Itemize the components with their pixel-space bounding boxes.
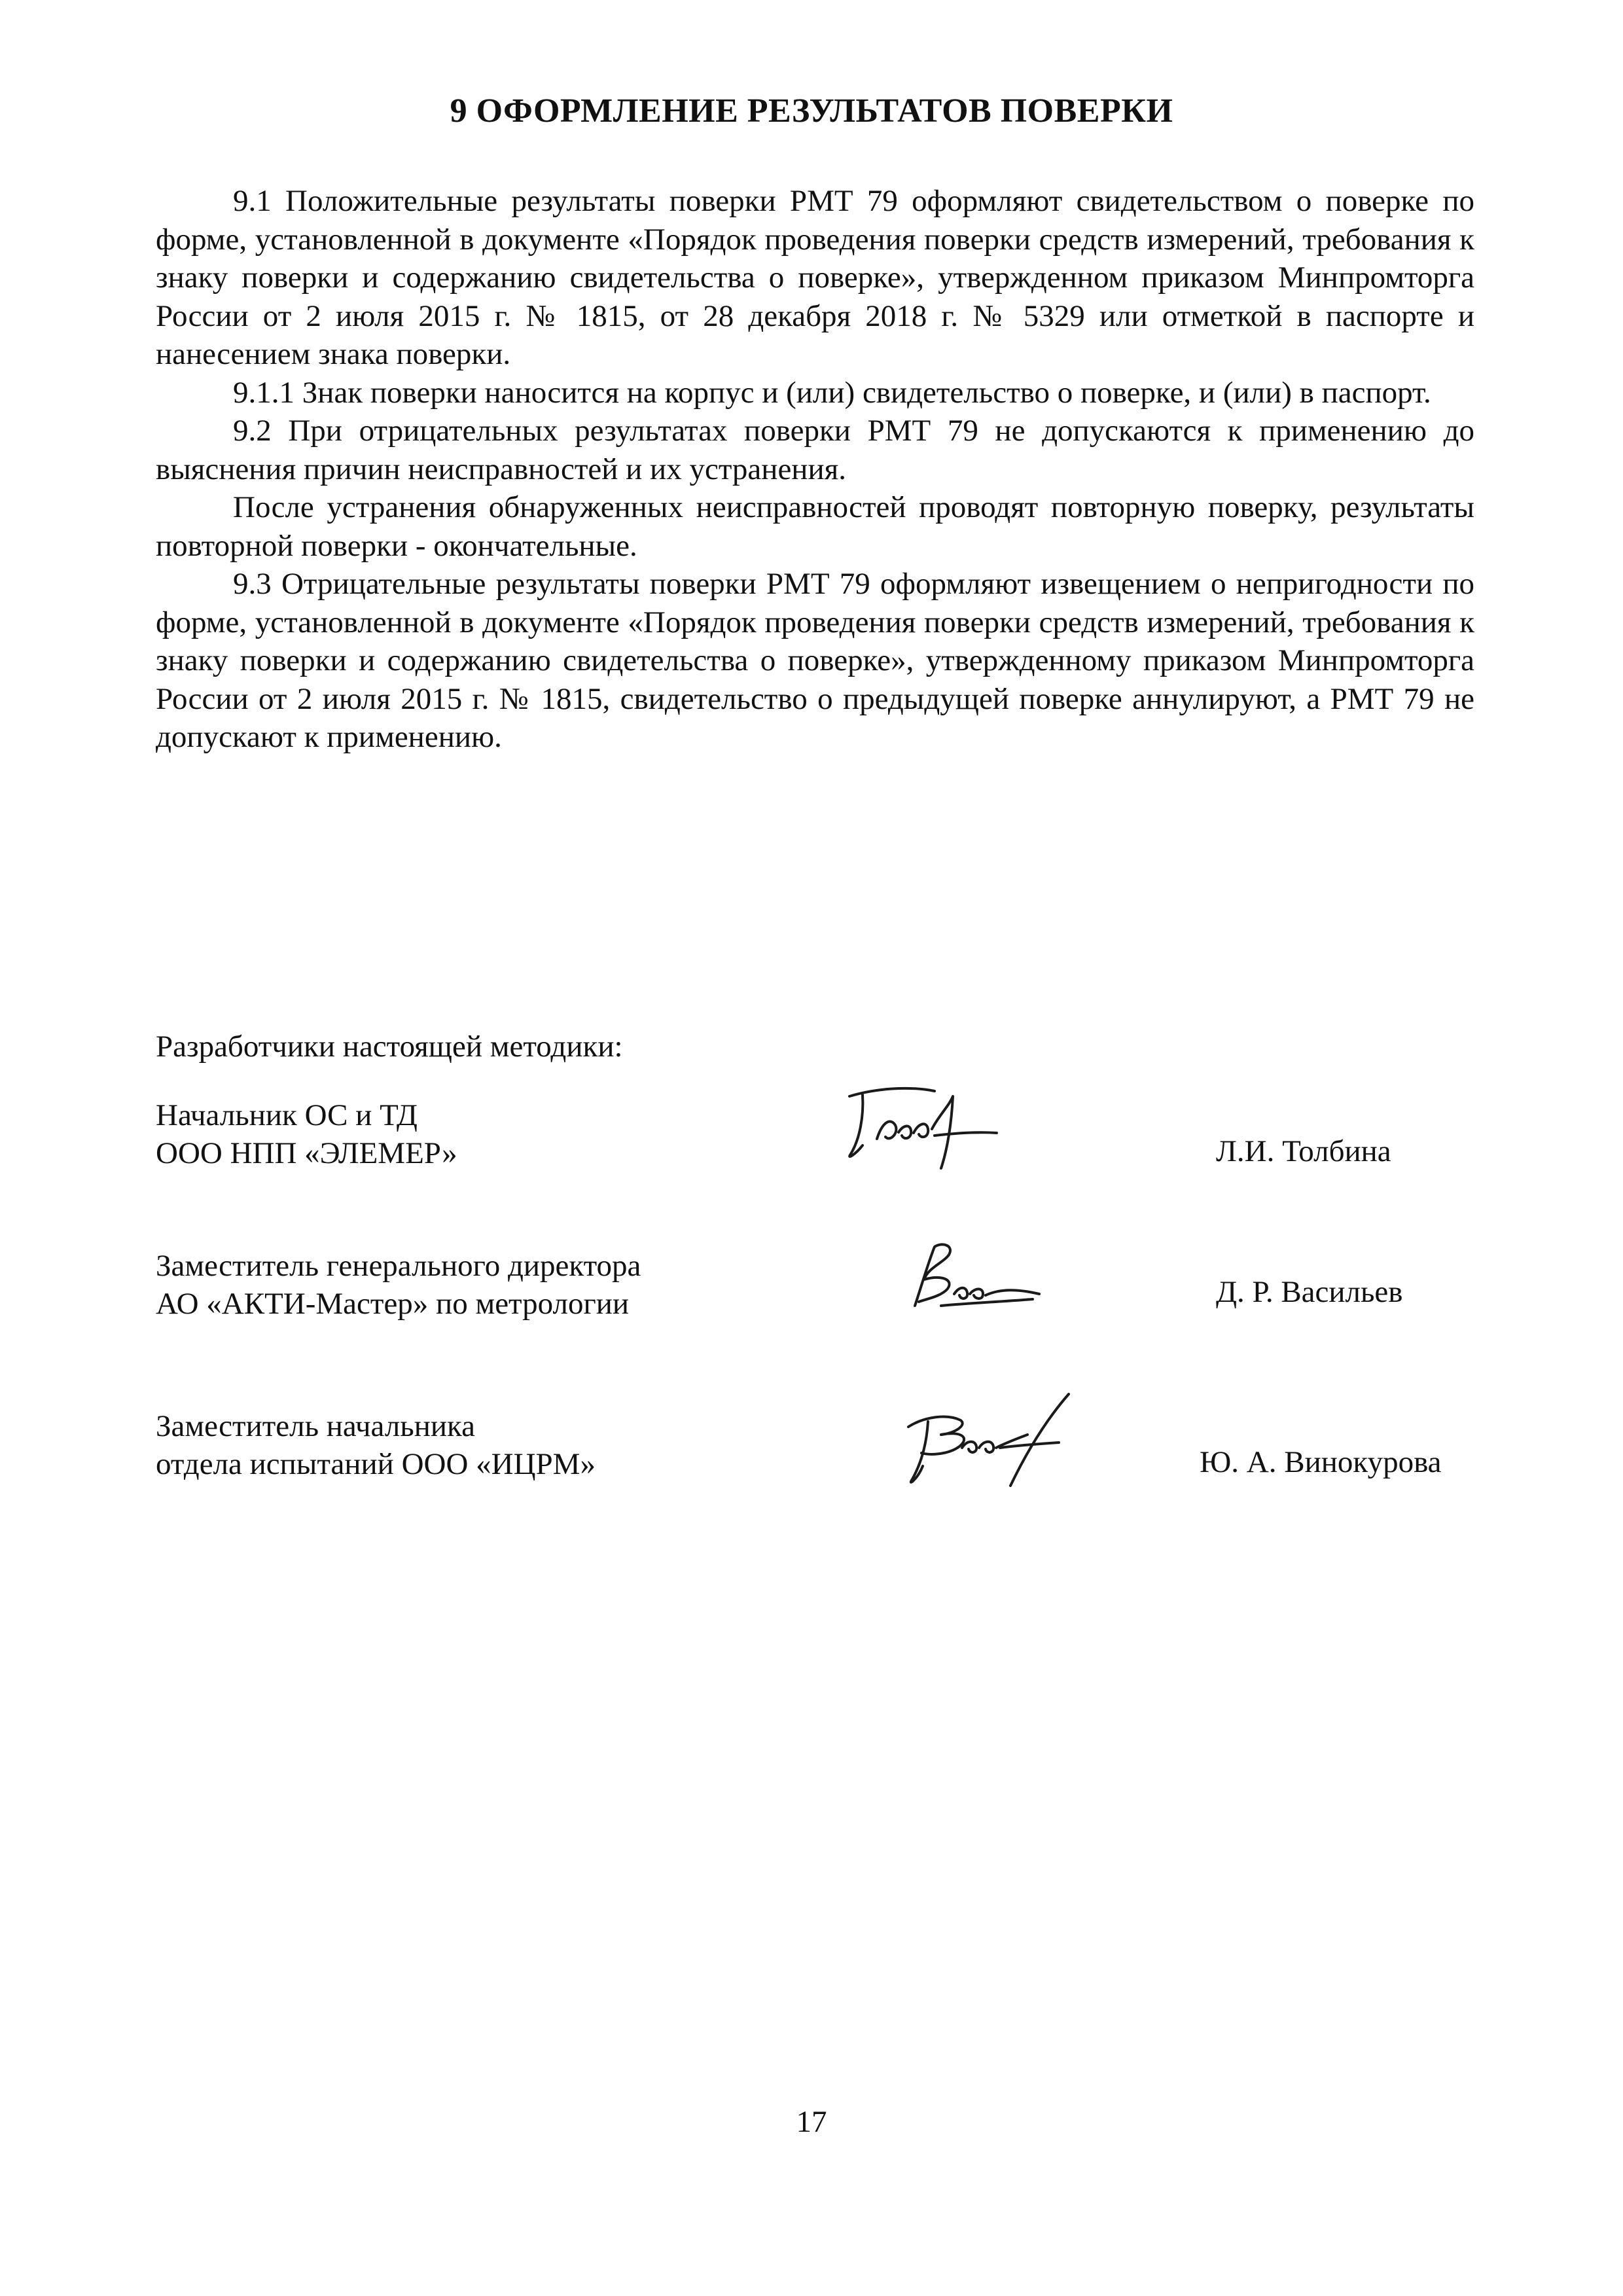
signer-role-line: Заместитель начальника (156, 1409, 475, 1443)
signer-role-line: отдела испытаний ООО «ИЦРМ» (156, 1447, 596, 1481)
signer-role-line: ООО НПП «ЭЛЕМЕР» (156, 1136, 457, 1170)
signer-role (156, 1096, 457, 1172)
developers-heading: Разработчики настоящей методики: (156, 1030, 623, 1064)
signer-role-line: Заместитель генерального директора (156, 1249, 641, 1283)
signer-block (156, 1407, 1474, 1499)
signer-block (156, 1096, 1474, 1188)
signer-role-line: Начальник ОС и ТД (156, 1098, 418, 1132)
signer-role (156, 1247, 641, 1323)
signer-role (156, 1407, 596, 1483)
signer-name: Д. Р. Васильев (1216, 1275, 1403, 1309)
paragraph-after-repair: После устранения обнаруженных неисправностей проводят повторную поверку, результаты повторной поверки - окончательные. (156, 490, 1474, 563)
handwritten-signature-icon (902, 1234, 1052, 1319)
section-body (156, 182, 1474, 757)
paragraph-9-3: 9.3 Отрицательные результаты поверки РМТ 79 оформляют извещением о непригодности по форме, установленной в документе «Порядок проведения поверки средств измерений, требования к знаку поверки и содержанию свидетельства о поверке», утвержденному приказом Минпромторга России от 2 июля 2015 г. № 1815, свидетельство о предыдущей поверке аннулируют, а РМТ 79 не допускают к применению. (156, 567, 1474, 754)
page-number: 17 (796, 2105, 827, 2139)
paragraph-9-1-1: 9.1.1 Знак поверки наносится на корпус и (или) свидетельство о поверке, и (или) в паспорт. (233, 375, 1431, 410)
paragraph-9-1: 9.1 Положительные результаты поверки РМТ 79 оформляют свидетельством о поверке по форме, установленной в документе «Порядок проведения поверки средств измерений, требования к знаку поверки и содержанию свидетельства о поверке», утвержденном приказом Минпромторга России от 2 июля 2015 г. № 1815, от 28 декабря 2018 г. № 5329 или отметкой в паспорте и нанесением знака поверки. (156, 184, 1474, 371)
signer-block (156, 1247, 1474, 1338)
signer-role-line: АО «АКТИ-Мастер» по метрологии (156, 1287, 630, 1321)
signer-name: Л.И. Толбина (1216, 1134, 1391, 1168)
handwritten-signature-icon (889, 1388, 1085, 1499)
paragraph-9-2: 9.2 При отрицательных результатах поверки РМТ 79 не допускаются к применению до выяснения причин неисправностей и их устранения. (156, 414, 1474, 486)
handwritten-signature-icon (836, 1077, 1007, 1175)
section-title: 9 ОФОРМЛЕНИЕ РЕЗУЛЬТАТОВ ПОВЕРКИ (450, 92, 1173, 130)
signer-name: Ю. А. Винокурова (1200, 1445, 1442, 1479)
